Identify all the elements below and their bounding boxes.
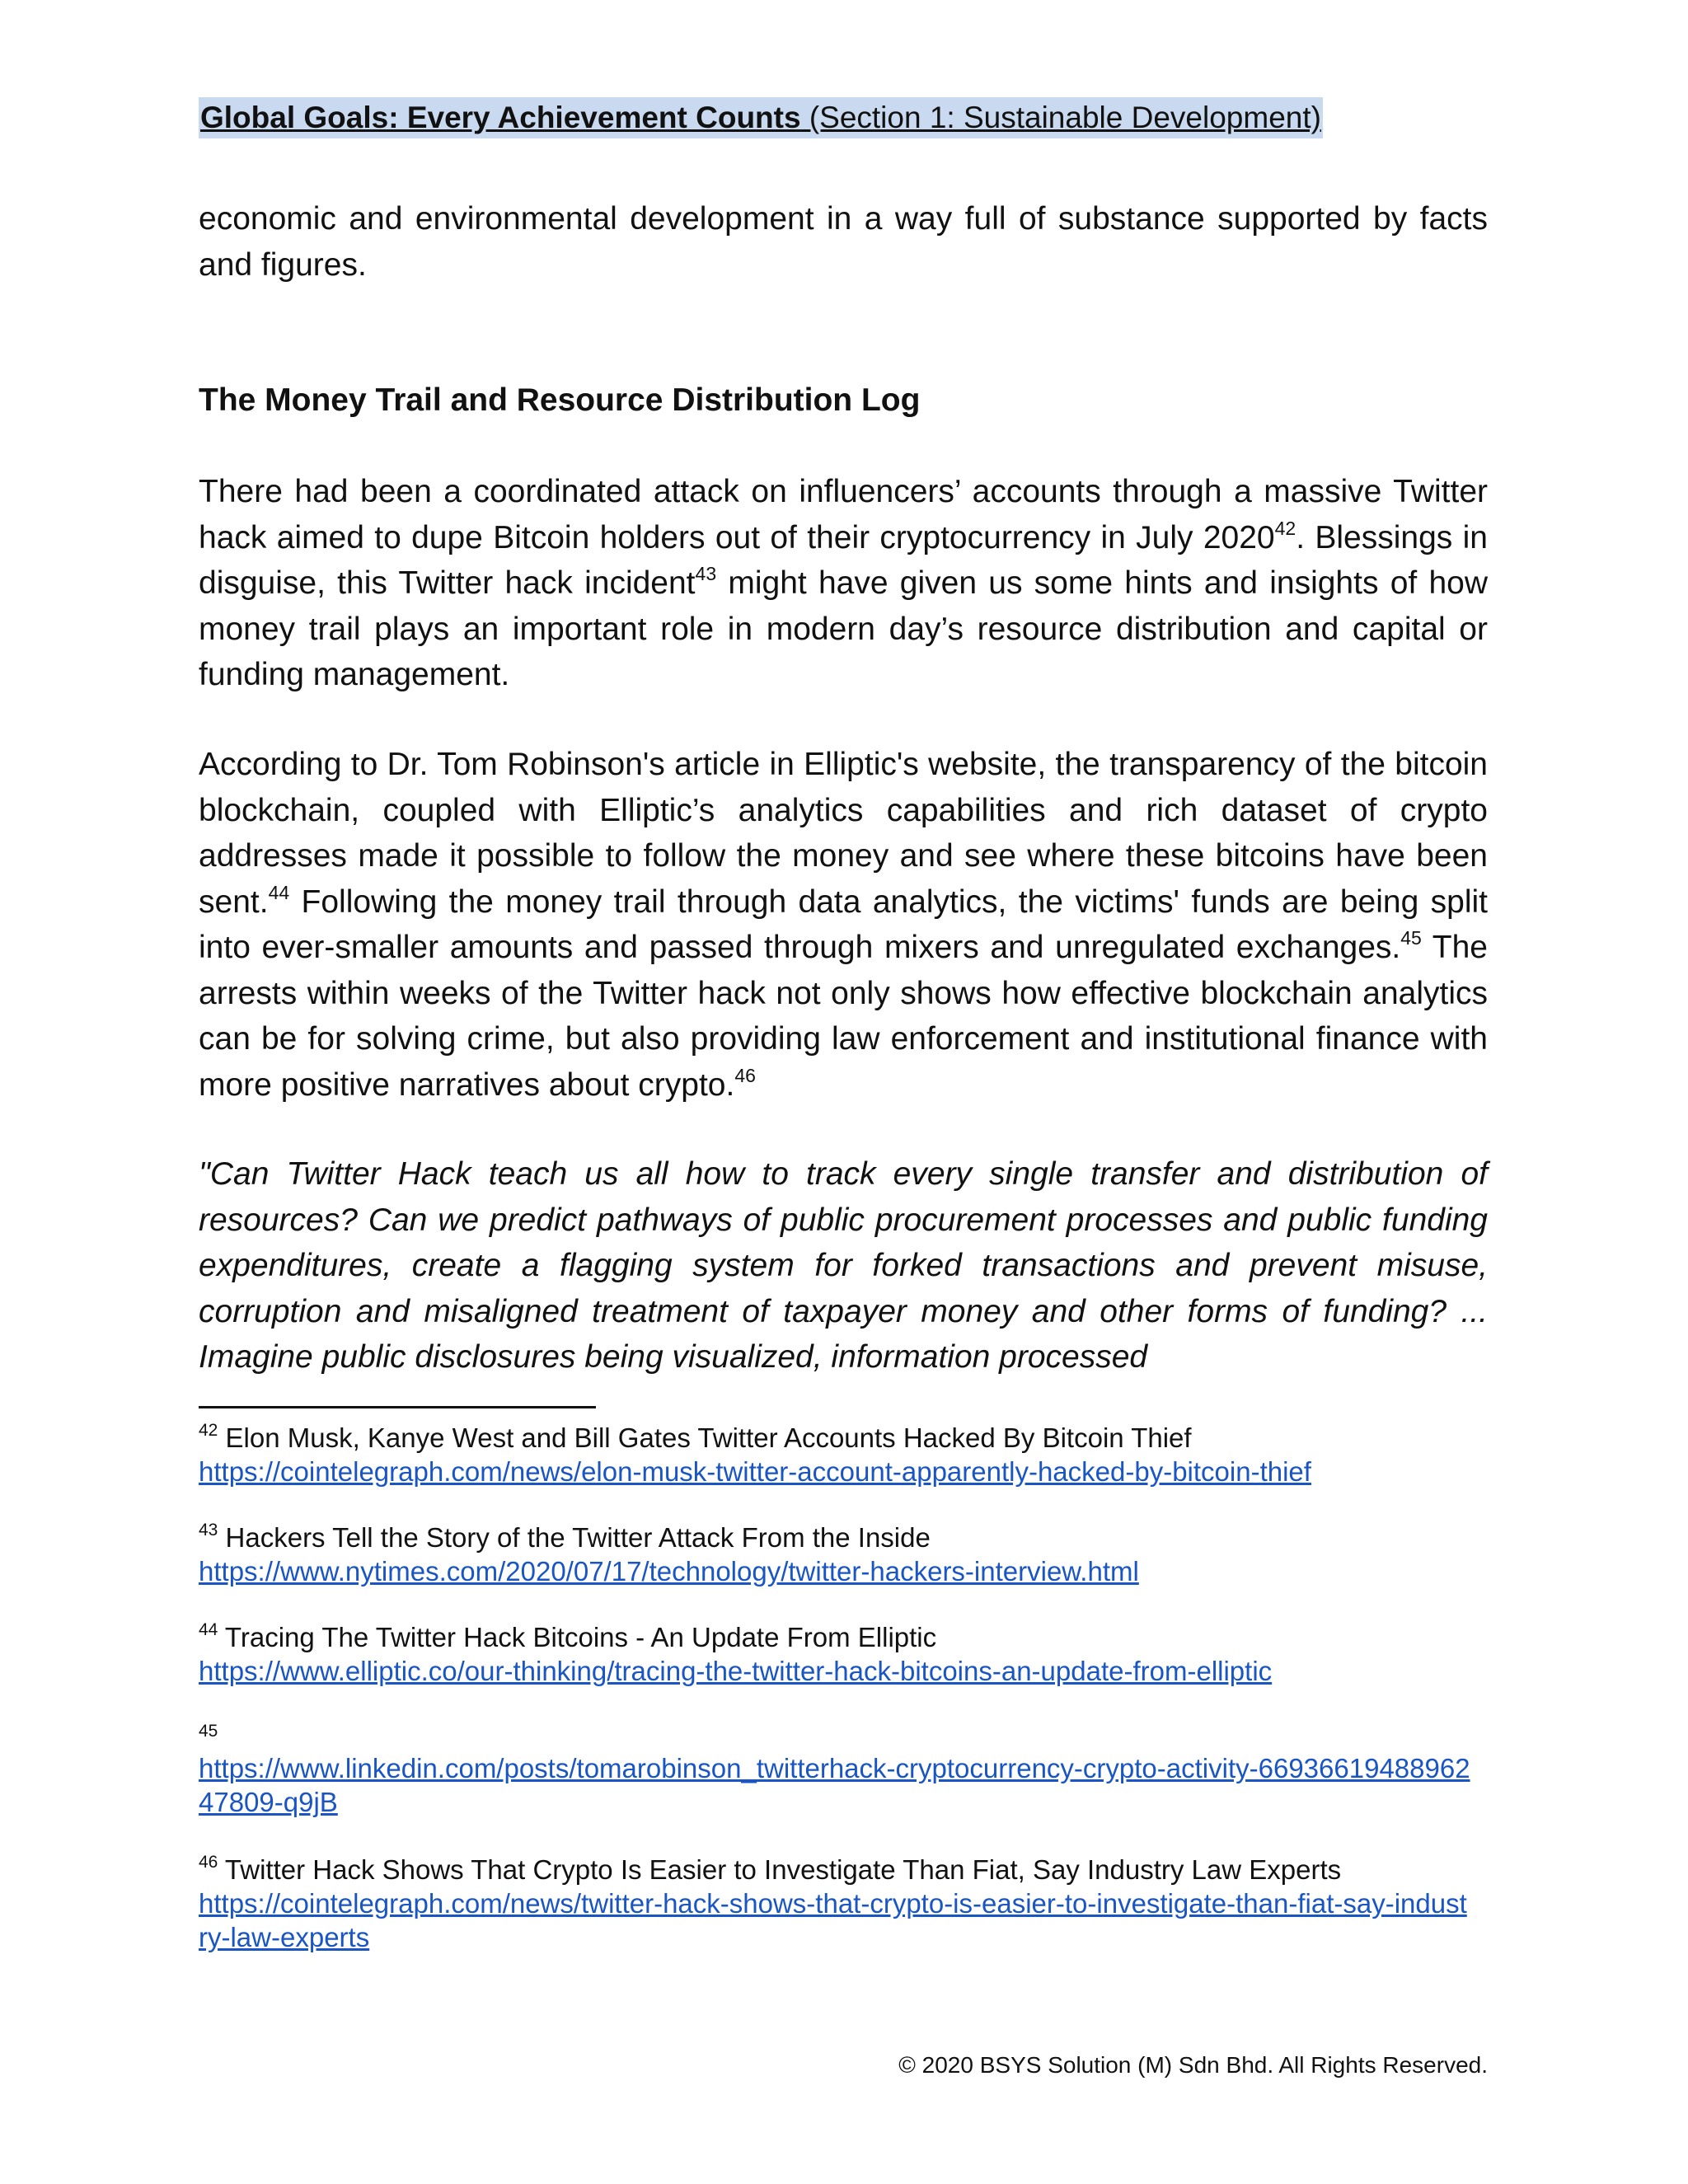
footnote-ref-46[interactable]: 46 [734,1064,756,1086]
footnote-44 [199,1620,1488,1688]
footnote-43-number: 43 [199,1521,218,1540]
paragraph-1-text-a: There had been a coordinated attack on influencers’ accounts through a massive Twitter hack aimed to dupe Bitcoin holders out of their cryptocurrency in July 2020 [199,474,1488,555]
paragraph-2-block [199,742,1488,1108]
footnote-ref-45[interactable]: 45 [1400,927,1422,949]
footnote-44-text: Tracing The Twitter Hack Bitcoins - An Update From Elliptic [218,1622,937,1652]
paragraph-1-text-c: might have given us some hints and insights of how money trail plays an important role in modern day’s resource distribution and capital or funding management. [199,565,1489,692]
section-heading: The Money Trail and Resource Distribution Log [199,382,921,418]
footnote-46-text: Twitter Hack Shows That Crypto Is Easier to Investigate Than Fiat, Say Industry Law Experts [218,1854,1342,1885]
footnote-43-text: Hackers Tell the Story of the Twitter Attack From the Inside [218,1522,931,1553]
footnote-46-link-line-1[interactable]: https://cointelegraph.com/news/twitter-hack-shows-that-crypto-is-easier-to-investigate-than-fiat-say-indust [199,1888,1467,1919]
paragraph-2-text-a: According to Dr. Tom Robinson's article in Elliptic's website, the transparency of the bitcoin blockchain, coupled with Elliptic’s analytics capabilities and rich dataset of crypto addresses made it possible to follow the money and see where these bitcoins have been sent. [199,747,1488,920]
footnote-43-link[interactable]: https://www.nytimes.com/2020/07/17/technology/twitter-hackers-interview.html [199,1556,1139,1586]
header-section: (Section 1: Sustainable Development) [800,101,1321,134]
footnote-42-link[interactable]: https://cointelegraph.com/news/elon-musk-twitter-account-apparently-hacked-by-bitcoin-thief [199,1456,1311,1487]
footnote-46-title [199,1853,1488,1886]
header-title: Global Goals: Every Achievement Counts [200,101,801,134]
copyright-notice: © 2020 BSYS Solution (M) Sdn Bhd. All Rights Reserved. [898,2052,1488,2078]
footnote-46 [199,1853,1488,1954]
footnote-42-title [199,1421,1488,1455]
paragraph-1-text-b: . Blessings in disguise, this Twitter hack incident [199,519,1488,601]
footnote-46-link-line-2[interactable]: ry-law-experts [199,1922,370,1952]
footnote-46-number: 46 [199,1853,218,1872]
footnote-43-title [199,1521,1488,1554]
intro-paragraph: economic and environmental development in a way full of substance supported by facts and figures. [199,201,1488,283]
footnote-42-text: Elon Musk, Kanye West and Bill Gates Twitter Accounts Hacked By Bitcoin Thief [218,1422,1192,1453]
footnote-43 [199,1521,1488,1588]
footnote-44-title [199,1620,1488,1654]
footnote-45-link-line-2[interactable]: 47809-q9jB [199,1787,338,1817]
footnote-divider [199,1406,596,1408]
footnote-42 [199,1421,1488,1488]
footnote-44-link[interactable]: https://www.elliptic.co/our-thinking/tracing-the-twitter-hack-bitcoins-an-update-from-elliptic [199,1656,1273,1686]
quote-paragraph: "Can Twitter Hack teach us all how to track every single transfer and distribution of resources? Can we predict pathways of public procurement processes and public funding expenditures, create a flagging system for forked transactions and prevent misuse, corruption and misaligned treatment of taxpayer money and other forms of funding? ... Imagine public disclosures being visualized, information processed [199,1156,1488,1375]
footnote-44-number: 44 [199,1620,218,1639]
quote-block [199,1151,1488,1380]
footnote-ref-42[interactable]: 42 [1274,517,1296,539]
footnote-42-number: 42 [199,1421,218,1440]
paragraph-1-block [199,469,1488,698]
footnote-45-number: 45 [199,1722,218,1741]
footnote-45 [199,1720,1488,1819]
footnote-45-link-line-1[interactable]: https://www.linkedin.com/posts/tomarobinson_twitterhack-cryptocurrency-crypto-activity-66936619488962 [199,1753,1470,1783]
paragraph-2-text-c: The arrests within weeks of the Twitter hack not only shows how effective blockchain analytics can be for solving crime, but also providing law enforcement and institutional finance with more positive narratives about crypto. [199,930,1488,1103]
intro-paragraph-block [199,196,1488,288]
footnote-45-link-wrap [199,1751,1488,1819]
footnote-ref-43[interactable]: 43 [695,563,717,584]
paragraph-1 [199,469,1488,698]
paragraph-2 [199,742,1488,1108]
page-header [199,97,1323,138]
paragraph-2-text-b: Following the money trail through data analytics, the victims' funds are being split into ever-smaller amounts and passed through mixers and unregulated exchanges. [199,883,1488,965]
footnote-ref-44[interactable]: 44 [268,881,290,903]
